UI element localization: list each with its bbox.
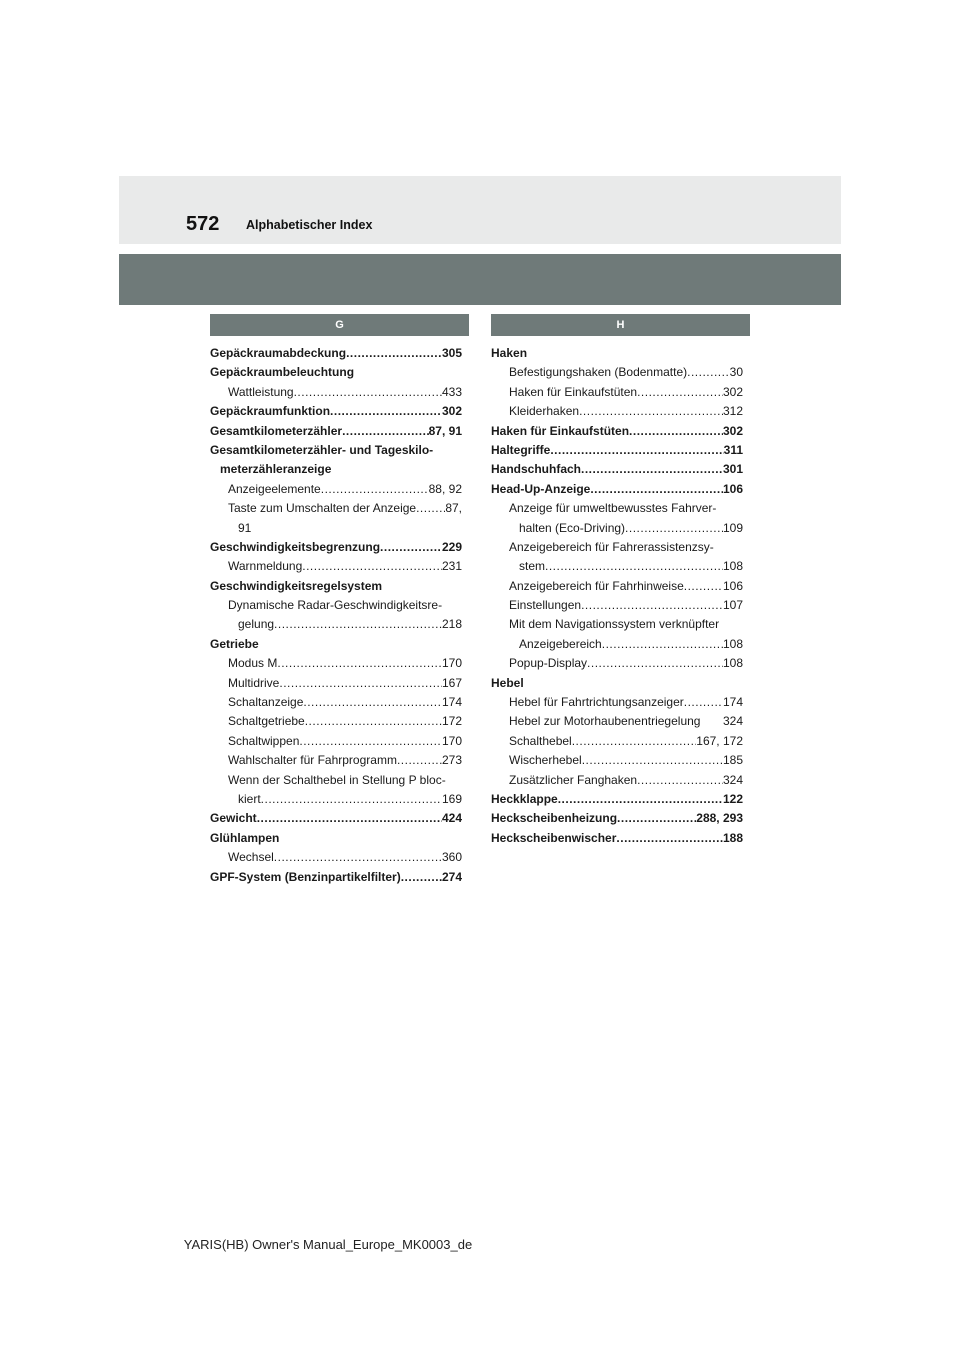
index-entry	[491, 829, 743, 848]
entry-page: 87, 91	[428, 423, 462, 438]
dot-leader	[617, 809, 696, 828]
index-entry	[491, 809, 743, 828]
entry-term: Gepäckraumfunktion	[210, 404, 331, 419]
index-entry	[210, 848, 462, 867]
entry-term: Schaltwippen	[228, 733, 300, 748]
entry-term: Anzeige für umweltbewusstes Fahrver-	[509, 501, 717, 516]
entry-page: 108	[722, 656, 743, 671]
entry-term: Anzeigebereich	[519, 636, 602, 651]
dot-leader	[401, 868, 442, 887]
index-entry	[491, 557, 743, 576]
dot-leader	[302, 557, 442, 576]
entry-page: 302	[722, 384, 743, 399]
entry-term: gelung	[238, 617, 275, 632]
entry-page: 106	[722, 578, 743, 593]
entry-term: Hebel	[491, 675, 524, 690]
dot-leader	[330, 402, 442, 421]
entry-term: Kleiderhaken	[509, 404, 580, 419]
index-entry	[491, 499, 743, 518]
index-entry	[491, 712, 743, 731]
index-entry	[210, 868, 462, 887]
entry-page: 185	[722, 753, 743, 768]
dot-leader	[637, 383, 723, 402]
entry-page: 324	[722, 714, 743, 729]
dot-leader	[397, 751, 442, 770]
index-entry	[210, 654, 462, 673]
index-entry	[210, 771, 462, 790]
dot-leader	[602, 635, 723, 654]
entry-page: 170	[441, 656, 462, 671]
index-entry	[210, 538, 462, 557]
entry-term: Anzeigebereich für Fahrerassistenzsy-	[509, 539, 714, 554]
entry-term: Zusätzlicher Fanghaken	[509, 772, 638, 787]
letter-header-g: G	[210, 314, 469, 336]
dot-leader	[587, 654, 723, 673]
entry-page: 122	[722, 791, 743, 806]
entry-term: Hebel zur Motorhaubenentriegelung	[509, 714, 701, 729]
entry-page: 172	[441, 714, 462, 729]
entry-term: stem	[519, 559, 546, 574]
dot-leader	[582, 751, 723, 770]
index-entry	[210, 674, 462, 693]
entry-term: Schaltgetriebe	[228, 714, 305, 729]
entry-term: kiert	[238, 791, 261, 806]
dot-leader	[299, 732, 442, 751]
entry-page: 360	[441, 850, 462, 865]
index-entry	[491, 732, 743, 751]
entry-term: Geschwindigkeitsregelsystem	[210, 578, 383, 593]
entry-page: 109	[722, 520, 743, 535]
entry-page: 311	[723, 442, 743, 457]
entry-page: 174	[722, 695, 743, 710]
dot-leader	[416, 499, 445, 518]
entry-term: GPF-System (Benzinpartikelfilter)	[210, 869, 401, 884]
index-entry	[491, 790, 743, 809]
dot-leader	[305, 712, 442, 731]
entry-term: Mit dem Navigationssystem verknüpfter	[509, 617, 720, 632]
dot-leader	[277, 654, 442, 673]
index-entry	[491, 577, 743, 596]
index-entry	[491, 344, 743, 363]
dot-leader	[581, 460, 723, 479]
page-number: 572	[186, 213, 220, 235]
dot-leader	[684, 577, 723, 596]
entry-page: 108	[722, 636, 743, 651]
entry-term: Gepäckraumabdeckung	[210, 346, 347, 360]
dot-leader	[261, 790, 442, 809]
entry-page: 30	[729, 365, 743, 380]
entry-term: Anzeigeelemente	[228, 481, 321, 496]
entry-page: 88, 92	[428, 481, 462, 496]
index-entry	[210, 712, 462, 731]
index-entry	[210, 809, 462, 828]
dot-leader	[342, 422, 429, 441]
entry-term: Wahlschalter für Fahrprogramm	[228, 753, 397, 768]
entry-page: 229	[441, 539, 462, 554]
index-entry	[210, 383, 462, 402]
index-column-h	[491, 344, 743, 848]
dot-leader	[346, 344, 442, 363]
index-entry	[210, 402, 462, 421]
footer-manual-id: YARIS(HB) Owner's Manual_Europe_MK0003_de	[183, 1237, 473, 1252]
entry-term: Haken für Einkaufstüten	[491, 423, 630, 438]
entry-term: Gepäckraumbeleuchtung	[210, 365, 355, 380]
index-entry	[210, 829, 462, 848]
chapter-band	[119, 254, 841, 305]
index-entry	[210, 460, 462, 479]
index-entry	[210, 557, 462, 576]
entry-page: 108	[722, 559, 743, 574]
entry-term: Heckscheibenwischer	[491, 830, 617, 845]
index-entry	[491, 480, 743, 499]
entry-page: 167	[441, 675, 462, 690]
entry-term: Wattleistung	[228, 384, 294, 399]
index-entry	[210, 693, 462, 712]
index-entry	[210, 577, 462, 596]
entry-term: meterzähleranzeige	[220, 462, 332, 477]
entry-term: Gesamtkilometerzähler- und Tageskilo-	[210, 442, 434, 457]
entry-page: 274	[441, 869, 462, 884]
entry-page: 302	[441, 404, 462, 419]
dot-leader	[572, 732, 697, 751]
index-entry	[491, 519, 743, 538]
entry-spacer	[700, 712, 723, 731]
entry-term: Warnmeldung	[228, 559, 303, 574]
dot-leader	[321, 480, 429, 499]
index-entry	[210, 635, 462, 654]
entry-term: Handschuhfach	[491, 462, 582, 477]
entry-term: Heckklappe	[491, 791, 558, 806]
entry-term: Haken	[491, 346, 528, 360]
entry-page: 218	[441, 617, 462, 632]
entry-term: Dynamische Radar-Geschwindigkeitsre-	[228, 598, 443, 613]
entry-term: Taste zum Umschalten der Anzeige	[228, 501, 417, 516]
entry-term: Wischerhebel	[509, 753, 582, 768]
dot-leader	[257, 809, 442, 828]
entry-term: Haken für Einkaufstüten	[509, 384, 638, 399]
index-entry	[491, 383, 743, 402]
entry-term: Schalthebel	[509, 733, 572, 748]
entry-term: Heckscheibenheizung	[491, 811, 618, 826]
letter-header-h: H	[491, 314, 750, 336]
index-entry	[210, 615, 462, 634]
index-entry	[491, 693, 743, 712]
index-entry	[491, 771, 743, 790]
entry-term: Schaltanzeige	[228, 695, 304, 710]
index-entry	[210, 441, 462, 460]
index-entry	[491, 615, 743, 634]
entry-page: 167, 172	[696, 733, 743, 748]
dot-leader	[380, 538, 442, 557]
index-entry	[491, 751, 743, 770]
dot-leader	[550, 441, 723, 460]
index-entry	[210, 422, 462, 441]
index-entry	[491, 635, 743, 654]
entry-term: Modus M	[228, 656, 278, 671]
entry-term: Glühlampen	[210, 830, 280, 845]
entry-term: Geschwindigkeitsbegrenzung	[210, 539, 381, 554]
index-entry	[491, 596, 743, 615]
index-entry	[210, 499, 462, 518]
index-entry	[210, 480, 462, 499]
entry-term: Popup-Display	[509, 656, 588, 671]
entry-term: Wechsel	[228, 850, 274, 865]
dot-leader	[558, 790, 723, 809]
dot-leader	[279, 674, 442, 693]
entry-page: 424	[441, 811, 462, 826]
dot-leader	[581, 596, 723, 615]
dot-leader	[590, 480, 723, 499]
dot-leader	[274, 615, 442, 634]
entry-page: 433	[441, 384, 462, 399]
dot-leader	[294, 383, 442, 402]
section-title: Alphabetischer Index	[246, 218, 373, 232]
entry-page: 170	[441, 733, 462, 748]
entry-page: 231	[441, 559, 462, 574]
entry-term: 91	[238, 520, 252, 535]
index-entry	[491, 654, 743, 673]
dot-leader	[274, 848, 442, 867]
entry-term: Multidrive	[228, 675, 280, 690]
entry-page: 169	[441, 791, 462, 806]
entry-term: Gesamtkilometerzähler	[210, 423, 343, 438]
entry-page: 288, 293	[696, 811, 743, 826]
index-entry	[491, 460, 743, 479]
index-entry	[491, 674, 743, 693]
entry-page: 174	[441, 695, 462, 710]
index-entry	[210, 519, 462, 538]
index-entry	[210, 344, 462, 363]
entry-page: 301	[722, 462, 743, 477]
entry-term: Haltegriffe	[491, 442, 551, 457]
entry-page: 302	[722, 423, 743, 438]
dot-leader	[637, 771, 723, 790]
entry-page: 273	[441, 753, 462, 768]
entry-page: 87,	[445, 501, 462, 516]
entry-term: Wenn der Schalthebel in Stellung P bloc-	[228, 772, 446, 787]
entry-page: 324	[722, 772, 743, 787]
entry-term: Befestigungshaken (Bodenmatte)	[509, 365, 688, 380]
entry-term: Gewicht	[210, 811, 257, 826]
index-entry	[210, 363, 462, 382]
entry-page: 312	[722, 404, 743, 419]
entry-page: 106	[722, 481, 743, 496]
entry-term: Getriebe	[210, 636, 259, 651]
dot-leader	[545, 557, 723, 576]
index-entry	[491, 422, 743, 441]
entry-page: 107	[722, 598, 743, 613]
index-entry	[491, 402, 743, 421]
dot-leader	[625, 519, 723, 538]
dot-leader	[303, 693, 442, 712]
entry-page: 188	[722, 830, 743, 845]
entry-term: halten (Eco-Driving)	[519, 520, 626, 535]
dot-leader	[629, 422, 723, 441]
index-entry	[210, 790, 462, 809]
index-entry	[491, 441, 743, 460]
index-column-g	[210, 344, 462, 887]
entry-term: Einstellungen	[509, 598, 582, 613]
index-entry	[210, 732, 462, 751]
dot-leader	[687, 363, 730, 382]
entry-term: Hebel für Fahrtrichtungsanzeiger	[509, 695, 684, 710]
index-entry	[491, 363, 743, 382]
entry-page: 305	[441, 346, 462, 360]
index-entry	[210, 596, 462, 615]
header-band	[119, 176, 841, 244]
dot-leader	[684, 693, 723, 712]
index-entry	[210, 751, 462, 770]
dot-leader	[616, 829, 723, 848]
dot-leader	[579, 402, 723, 421]
entry-term: Anzeigebereich für Fahrhinweise	[509, 578, 684, 593]
index-entry	[491, 538, 743, 557]
entry-term: Head-Up-Anzeige	[491, 481, 591, 496]
